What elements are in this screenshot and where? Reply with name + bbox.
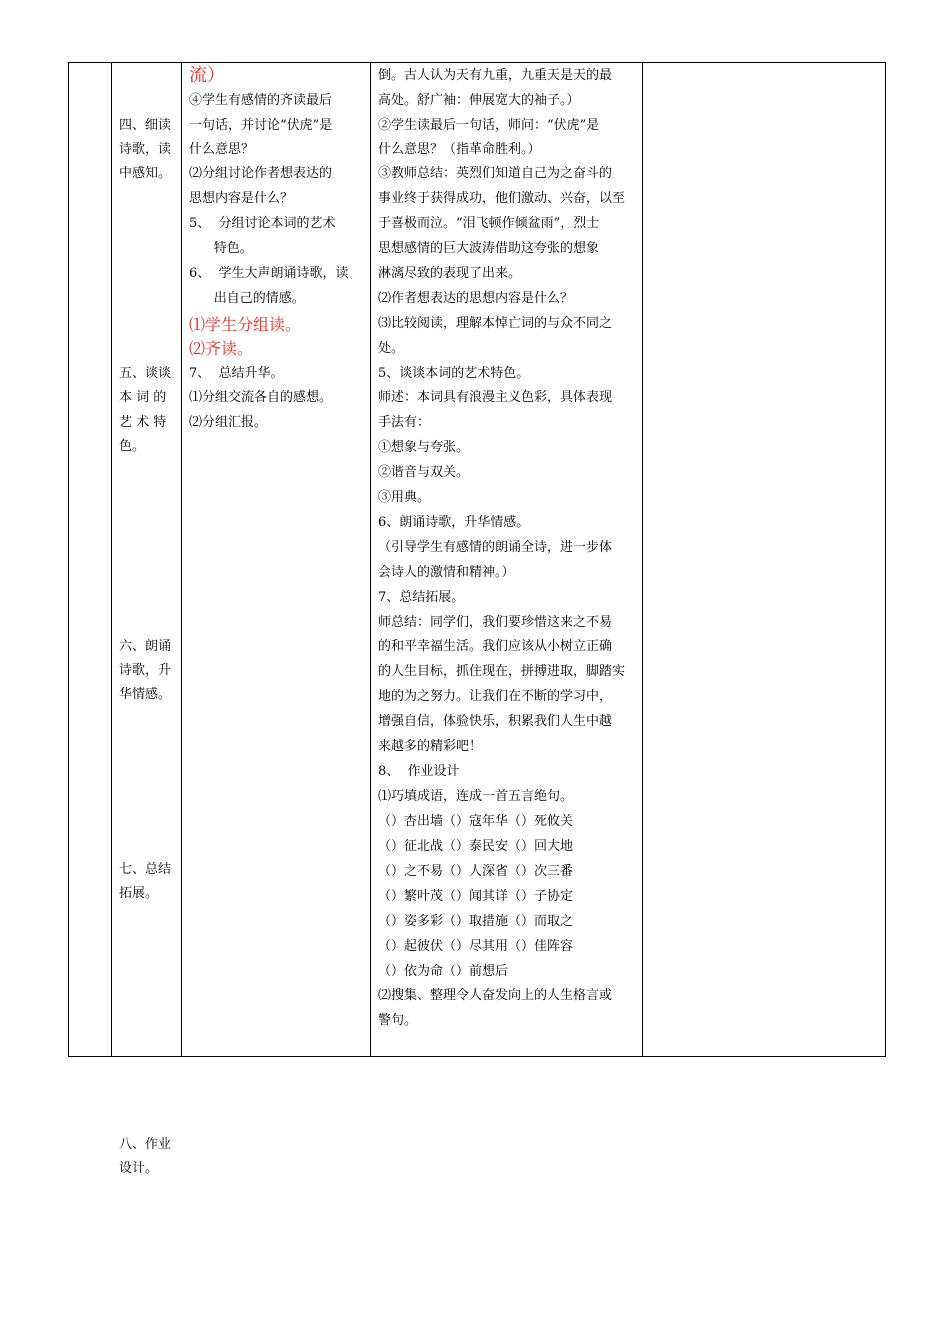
teacher-line: 增强自信，体验快乐，积累我们人生中越 <box>378 714 613 729</box>
teacher-line: （）起彼伏（）尽其用（）佳阵容 <box>378 939 574 954</box>
teacher-line: ②学生读最后一句话，师问：“伏虎”是 <box>378 118 600 133</box>
steps-column <box>119 63 181 1176</box>
teacher-line: ⑵作者想表达的思想内容是什么？ <box>378 291 574 306</box>
teacher-line: 的人生目标，抓住现在，拼搏进取，脚踏实 <box>378 664 626 679</box>
column-divider <box>370 63 371 1056</box>
step-line: 五、谈谈 <box>119 366 172 381</box>
teacher-line: （）繁叶茂（）闻其详（）子协定 <box>378 889 574 904</box>
step-line: 中感知。 <box>119 166 172 181</box>
teacher-line: （）征北战（）泰民安（）回大地 <box>378 839 574 854</box>
student-line: 什么意思？ <box>189 142 255 157</box>
step-line: 设计。 <box>119 1161 159 1176</box>
teacher-line: ⑶比较阅读，理解本悼亡词的与众不同之 <box>378 316 613 331</box>
column-divider <box>181 63 182 1056</box>
teacher-line: 手法有： <box>378 415 431 430</box>
teacher-line: 高处。舒广袖：伸展宽大的袖子。） <box>378 93 580 108</box>
step-line: 华情感。 <box>119 687 172 702</box>
student-line: ⑵分组讨论作者想表达的 <box>189 166 333 181</box>
teacher-line: 淋漓尽致的表现了出来。 <box>378 266 522 281</box>
teacher-line: ⑴巧填成语，连成一首五言绝句。 <box>378 789 574 804</box>
step-line: 六、朗诵 <box>119 639 172 654</box>
teacher-line: 事业终于获得成功，他们激动、兴奋，以至 <box>378 191 626 206</box>
student-line: ⑵分组汇报。 <box>189 415 268 430</box>
teacher-line: 的和平幸福生活。我们应该从小树立正确 <box>378 639 613 654</box>
teacher-line: ③用典。 <box>378 490 431 505</box>
teacher-line: （引导学生有感情的朗诵全诗，进一步体 <box>378 540 613 555</box>
teacher-line: （）杏出墙（）寇年华（）死攸关 <box>378 814 574 829</box>
step-line: 七、总结 <box>119 862 172 877</box>
student-line: ⑴分组交流各自的感想。 <box>189 390 333 405</box>
student-line: 5、 分组讨论本词的艺术 <box>189 216 336 231</box>
teacher-line: （）之不易（）人深省（）次三番 <box>378 864 574 879</box>
step-line: 拓展。 <box>119 886 159 901</box>
column-divider <box>111 63 112 1056</box>
blank-column <box>69 63 111 1056</box>
teacher-line: （）姿多彩（）取措施（）而取之 <box>378 914 574 929</box>
teacher-line: 什么意思？（指革命胜利。） <box>378 142 541 157</box>
teacher-line: ⑵搜集、整理令人奋发向上的人生格言或 <box>378 988 613 1003</box>
student-line: 7、 总结升华。 <box>189 366 284 381</box>
teacher-line: 5、谈谈本词的艺术特色。 <box>378 366 530 381</box>
student-line: ④学生有感情的齐读最后 <box>189 93 333 108</box>
teacher-line: ①想象与夸张。 <box>378 440 470 455</box>
step-line: 诗歌，升 <box>119 663 172 678</box>
step-line: 本 词 的 <box>119 390 167 405</box>
teacher-line: 倒。古人认为天有九重，九重天是天的最 <box>378 68 613 83</box>
student-line: ⑴学生分组读。 <box>189 315 302 334</box>
teacher-line: ③教师总结：英烈们知道自己为之奋斗的 <box>378 166 613 181</box>
student-line: 特色。 <box>189 241 253 256</box>
teacher-line: （）依为命（）前想后 <box>378 964 509 979</box>
step-line: 四、细读 <box>119 118 172 133</box>
teacher-line: 会诗人的激情和精神。） <box>378 565 515 580</box>
teacher-line: ②谐音与双关。 <box>378 465 470 480</box>
teacher-line: 8、 作业设计 <box>378 764 460 779</box>
student-line: 一句话，并讨论“伏虎”是 <box>189 118 333 133</box>
teacher-line: 警句。 <box>378 1013 418 1028</box>
student-line: 流） <box>189 65 225 86</box>
teacher-line: 师述：本词具有浪漫主义色彩，具体表现 <box>378 390 613 405</box>
student-line: 出自己的情感。 <box>189 291 305 306</box>
teacher-line: 于喜极而泣。“泪飞顿作倾盆雨”，烈士 <box>378 216 600 231</box>
student-activity-column <box>189 63 369 1056</box>
teacher-line: 6、朗诵诗歌，升华情感。 <box>378 515 530 530</box>
teacher-line: 处。 <box>378 341 405 356</box>
teacher-line: 地的为之努力。让我们在不断的学习中， <box>378 689 613 704</box>
step-line: 诗歌，读 <box>119 142 172 157</box>
teacher-activity-column <box>378 63 640 1056</box>
step-line: 艺 术 特 <box>119 415 167 430</box>
teacher-line: 来越多的精彩吧！ <box>378 739 483 754</box>
notes-column <box>643 63 885 1056</box>
teacher-line: 思想感情的巨大波涛借助这夸张的想象 <box>378 241 600 256</box>
lesson-plan-table <box>68 62 886 1176</box>
step-line: 八、作业 <box>119 1137 172 1152</box>
student-line: 6、 学生大声朗诵诗歌，读 <box>189 266 349 281</box>
teacher-line: 7、总结拓展。 <box>378 590 465 605</box>
student-line: ⑵齐读。 <box>189 339 254 358</box>
teacher-line: 师总结：同学们，我们要珍惜这来之不易 <box>378 615 613 630</box>
step-line: 色。 <box>119 439 146 454</box>
student-line: 思想内容是什么？ <box>189 191 294 206</box>
